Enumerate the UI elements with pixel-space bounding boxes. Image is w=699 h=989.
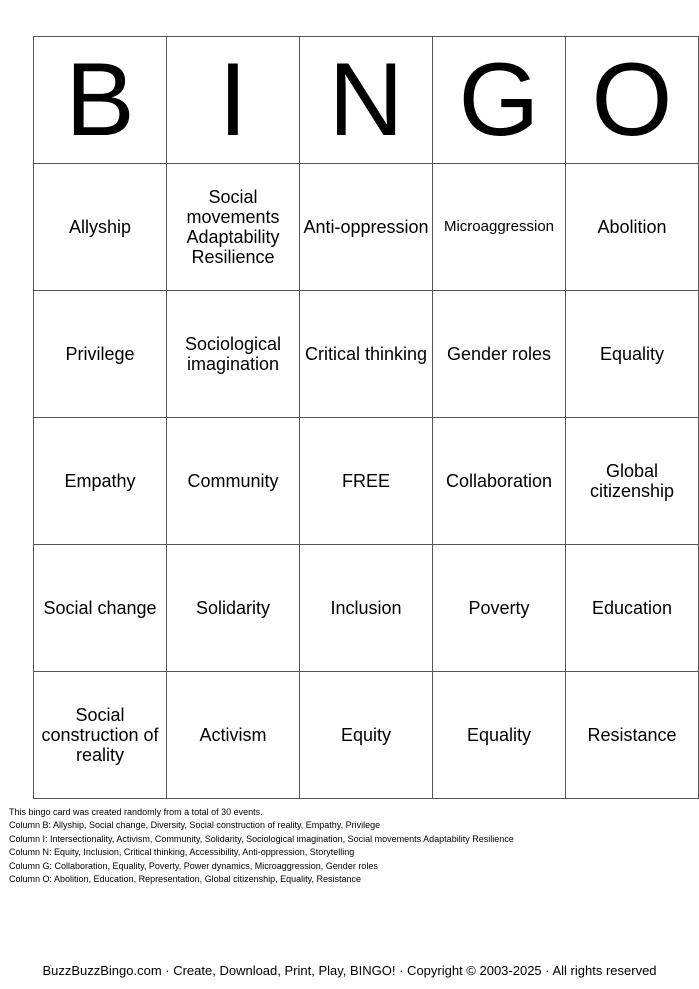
bingo-cell: Equality [433,672,566,799]
bingo-row [34,418,699,545]
bingo-cell: Abolition [566,164,699,291]
bingo-cell: Gender roles [433,291,566,418]
bingo-cell: Activism [167,672,300,799]
column-list-n: Column N: Equity, Inclusion, Critical thinking, Accessibility, Anti-oppression, Storytelling [9,847,355,858]
bingo-cell: Anti-oppression [300,164,433,291]
bingo-cell: Resistance [566,672,699,799]
bingo-cell: Empathy [34,418,167,545]
bingo-cell: Equality [566,291,699,418]
bingo-cell: Social movements Adaptability Resilience [167,164,300,291]
header-letter-n: N [300,37,433,164]
bingo-row [34,672,699,799]
bingo-cell: Education [566,545,699,672]
card-notes [9,806,689,886]
bingo-cell: Privilege [34,291,167,418]
bingo-cell: Social change [34,545,167,672]
bingo-card [33,36,699,799]
column-list-g: Column G: Collaboration, Equality, Poverty, Power dynamics, Microaggression, Gender roles [9,860,378,871]
header-letter-o: O [566,37,699,164]
column-list-b: Column B: Allyship, Social change, Diversity, Social construction of reality, Empathy, Privilege [9,820,381,831]
header-letter-g: G [433,37,566,164]
bingo-cell: Critical thinking [300,291,433,418]
bingo-cell: Community [167,418,300,545]
column-list-o: Column O: Abolition, Education, Representation, Global citizenship, Equality, Resistance [9,874,362,885]
bingo-header-row [34,37,699,164]
column-list-i: Column I: Intersectionality, Activism, Community, Solidarity, Sociological imagination, Social movements Adaptability Resilience [9,833,514,844]
free-space-cell: FREE [300,418,433,545]
bingo-row [34,545,699,672]
bingo-cell: Global citizenship [566,418,699,545]
notes-intro: This bingo card was created randomly from a total of 30 events. [9,807,263,817]
bingo-cell: Microaggression [433,164,566,291]
bingo-cell: Social construction of reality [34,672,167,799]
bingo-cell: Inclusion [300,545,433,672]
bingo-row [34,164,699,291]
bingo-cell: Solidarity [167,545,300,672]
bingo-cell: Equity [300,672,433,799]
bingo-cell: Sociological imagination [167,291,300,418]
header-letter-i: I [167,37,300,164]
bingo-cell: Collaboration [433,418,566,545]
bingo-row [34,291,699,418]
page-footer: BuzzBuzzBingo.com · Create, Download, Print, Play, BINGO! · Copyright © 2003-2025 · All rights reserved [42,963,657,978]
bingo-cell: Allyship [34,164,167,291]
header-letter-b: B [34,37,167,164]
bingo-cell: Poverty [433,545,566,672]
